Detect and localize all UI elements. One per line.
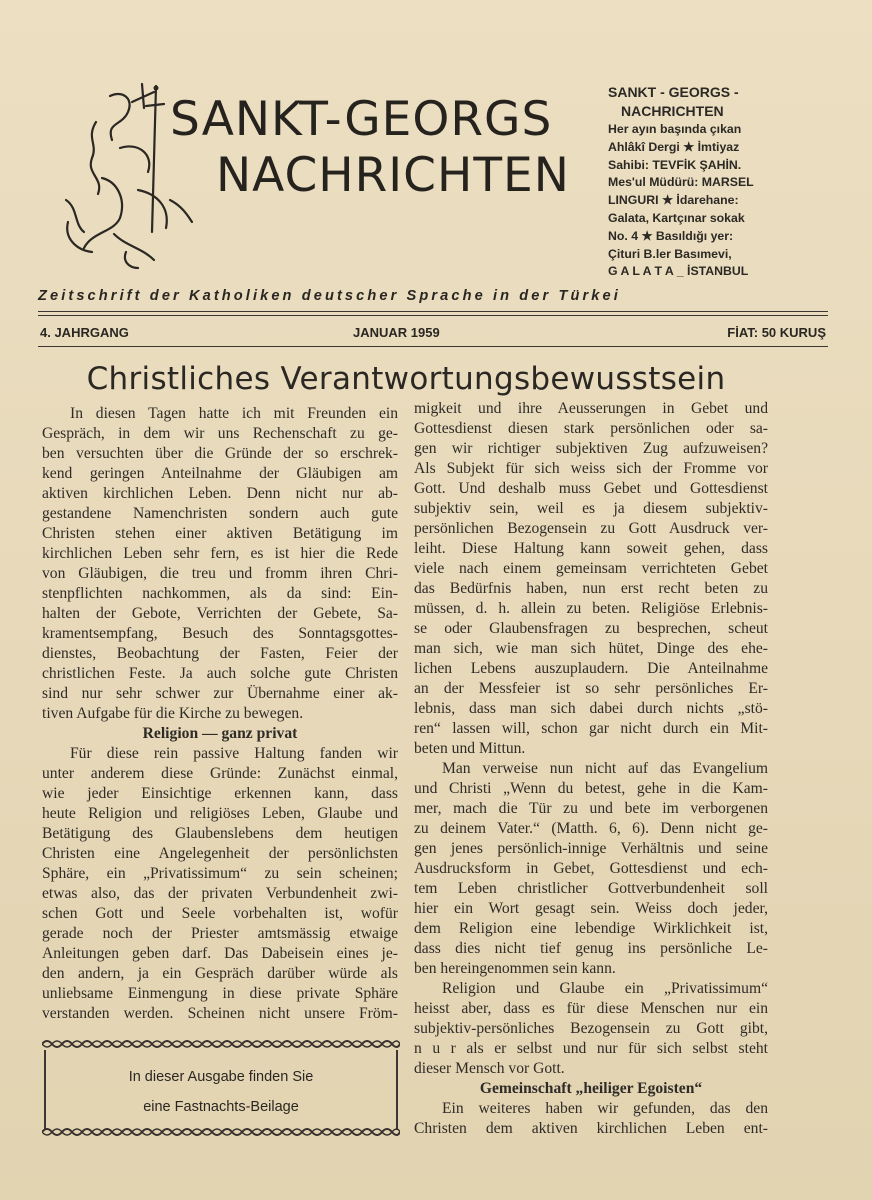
article-text-line: migkeit und ihre Aeusserungen in Gebet und [414,400,768,417]
article-text-line: sind nur sehr schwer zur Übernahme einer ak- [42,685,398,702]
article-text-line: christlichen Feste. Ja auch solche gute Christen [42,665,398,682]
article-text-line: Gespräch, in dem wir uns Rechenschaft zu ge- [42,425,398,442]
notice-line-1: In dieser Ausgabe finden Sie [128,1069,314,1085]
article-text-line: heisst aber, dass es für diese Menschen nur ein [414,1000,768,1017]
article-text-line: tiven Aufgabe für die Kirche zu bewegen. [42,705,304,722]
article-text-line: n u r als er selbst und nur für sich selbst steht [414,1040,768,1057]
ornamental-border-bottom [42,1126,400,1138]
article-text-line: Ein weiteres haben wir gefunden, das den [442,1100,768,1117]
article-text-line: Christen eine Angelegenheit der persönlichsten [42,845,398,862]
article-text-line: und Christi „Wenn du betest, gehe in die Kam- [414,780,768,797]
article-column-1 [42,404,398,1024]
imprint-line: Galata, Kartçınar sokak [608,210,745,225]
masthead-title-line1: SANKT-GEORGS [170,92,553,147]
article-text-line: dem Religion eine lebendige Wirklichkeit ist, [414,920,768,937]
imprint-line: Sahibi: TEVFİK ŞAHİN. [608,157,742,172]
article-text-line: subjektiv-persönliches Bezogensein zu Gott gibt, [414,1020,768,1037]
masthead-title [170,92,570,204]
article-text-line: Anleitungen geben darf. Das Dabeisein eines je- [42,945,398,962]
issue-volume: 4. JAHRGANG [40,325,129,340]
article-text-line: an der Messfeier ist so sehr persönliches Er- [414,680,768,697]
article-text-line: Für diese rein passive Haltung fanden wir [70,745,398,762]
article-text-line: kend geringen Anteilnahme der Gläubigen am [42,465,398,482]
article-text-line: Als Subjekt für sich weiss sich der Fromme vor [414,460,768,477]
article-text-line: persönlichen Bezogensein zu Gott Ausdruck ver- [414,520,768,537]
article-text-line: schen Gott und Seele vorbehalten ist, wofür [42,905,398,922]
article-text-line: heute Religion und religiöses Leben, Glaube und [42,805,398,822]
article-text-line: dass dies nicht tief genug ins persönliche Le- [414,940,768,957]
article-text-line: leiht. Diese Haltung kann soweit gehen, dass [414,540,768,557]
divider-top-double [38,315,828,316]
article-text-line: etwas also, das der privaten Verbundenheit zwi- [42,885,398,902]
article-column-2 [414,399,768,1139]
imprint-line: Her ayın başında çıkan [608,122,742,136]
ornamental-border-top [42,1038,400,1050]
article-text-line: gen jenes persönlich-innige Verhältnis und seine [414,840,768,857]
article-text-line: gerade noch der Priester amtsmässig etwaige [42,925,398,942]
article-text-line: von Gläubigen, die treu und fromm ihren Chri- [42,565,398,582]
article-text-line: unliebsame Einmengung in diese private Sphäre [42,985,398,1002]
issue-date: JANUAR 1959 [353,325,440,340]
article-title: Christliches Verantwortungsbewusstsein [86,361,726,397]
article-text-line: ben hereingenommen sein kann. [414,960,616,977]
imprint-line: No. 4 ★ Basıldığı yer: [608,228,734,243]
notice-line-2: eine Fastnachts-Beilage [143,1099,299,1115]
article-text-line: wie jeder Einsichtige erkennen kann, dass [42,785,398,802]
box-border-right [396,1050,398,1130]
article-text-line: tem Leben christlicher Gottverbundenheit soll [414,880,768,897]
article-text-line: stenpflichten nachkommen, als da sind: Ein- [42,585,398,602]
article-text-line: lichen Lebens auszuplaudern. Die Anteilnahme [414,660,768,677]
article-text-line: beten und Mittun. [414,740,526,757]
article-text-line: unter anderem diese Gründe: Zunächst einmal, [42,765,398,782]
masthead-tagline: Zeitschrift der Katholiken deutscher Sprache in der Türkei [38,288,621,304]
article-text-line: zu deinem Vater.“ (Matth. 6, 6). Denn nicht ge- [414,820,768,837]
article-text-line: kramentsempfang, Besuch des Sonntagsgottes- [42,625,398,642]
article-text-line: Betätigung des Glaubenslebens dem heutigen [42,825,398,842]
article-text-line: mer, mach die Tür zu und bete im verborgenen [414,800,768,817]
article-text-line: kirchlichen Leben sehr fern, es ist hier die Rede [42,545,398,562]
article-text-line: hier ein Wort gesagt sein. Weiss doch jeder, [414,900,768,917]
article-text-line: man sich, wie man sich hütet, Dinge des ehe- [414,640,768,657]
article-text-line: gen wir richtiger subjektiven Zug aufzuweisen? [414,440,768,457]
article-text-line: verstanden werden. Scheinen nicht unsere Fröm- [42,1005,398,1022]
article-text-line: subjektiv sein, weil es ja diesem subjektiv- [414,500,768,517]
article-text-line: Christen dem aktiven kirchlichen Leben ent- [414,1120,768,1137]
imprint-heading-2: NACHRICHTEN [621,103,724,119]
article-text-line: aktiven kirchlichen Leben. Denn nicht nur ab- [42,485,398,502]
article-text-line: viele nach einem gemeinsam verrichteten Gebet [414,560,768,577]
article-text-line: Man verweise nun nicht auf das Evangelium [442,760,768,777]
article-text-line: Religion und Glaube ein „Privatissimum“ [442,980,768,997]
article-text-line: gestandene Namenchristen sondern auch gute [42,505,398,522]
article-text-line: ren“ lassen will, schon gar nicht durch ein Mit- [414,720,768,737]
imprint-line: LINGURI ★ İdarehane: [608,193,739,208]
divider-info [38,346,828,347]
issue-price: FİAT: 50 KURUŞ [727,325,826,340]
article-text-line: lebnis, dass man sich dabei durch nichts „stö- [414,700,768,717]
article-text-line: Gott. Und deshalb muss Gebet und Gottesdienst [414,480,768,497]
article-text-line: Christen stehen einer aktiven Betätigung im [42,525,398,542]
supplement-notice-box [42,1038,400,1138]
article-text-line: müssen, d. h. allein zu beten. Religiöse Erlebnis- [414,600,768,617]
article-text-line: Sphäre, ein „Privatissimum“ zu sein scheinen; [42,865,398,882]
article-text-line: dienstes, Beobachtung der Fasten, Feier der [42,645,398,662]
divider-top [38,311,828,312]
imprint-line: Ahlâkî Dergi ★ İmtiyaz [608,139,740,154]
masthead-title-line2: NACHRICHTEN [216,148,570,203]
imprint-heading-1: SANKT - GEORGS - [608,84,739,100]
article-text-line: das Bedürfnis haben, nun erst recht beten zu [414,580,768,597]
imprint-line: Çituri B.ler Basımevi, [608,246,732,261]
article-text-line: In diesen Tagen hatte ich mit Freunden ein [70,405,398,422]
article-text-line: Gottesdienst diesen stark persönlichen oder sa- [414,420,768,437]
article-subheading: Gemeinschaft „heiliger Egoisten“ [479,1080,703,1097]
article-subheading: Religion — ganz privat [142,725,298,742]
article-text-line: se oder Glaubensfragen zu besprechen, scheut [414,620,768,637]
box-border-left [44,1050,46,1130]
article-text-line: den andern, ja ein Gespräch darüber würde als [42,965,398,982]
article-text-line: ben versuchten über die Gründe der so erschrek- [42,445,398,462]
imprint-line: G A L A T A _ İSTANBUL [608,264,749,279]
imprint-box [608,83,783,281]
article-text-line: Ausdrucksform in Gebet, Gottesdienst und ech- [414,860,768,877]
article-text-line: halten der Gebote, Verrichten der Gebete, Sa- [42,605,398,622]
imprint-line: Mes'ul Müdürü: MARSEL [608,175,754,190]
article-text-line: dieser Mensch vor Gott. [414,1060,565,1077]
